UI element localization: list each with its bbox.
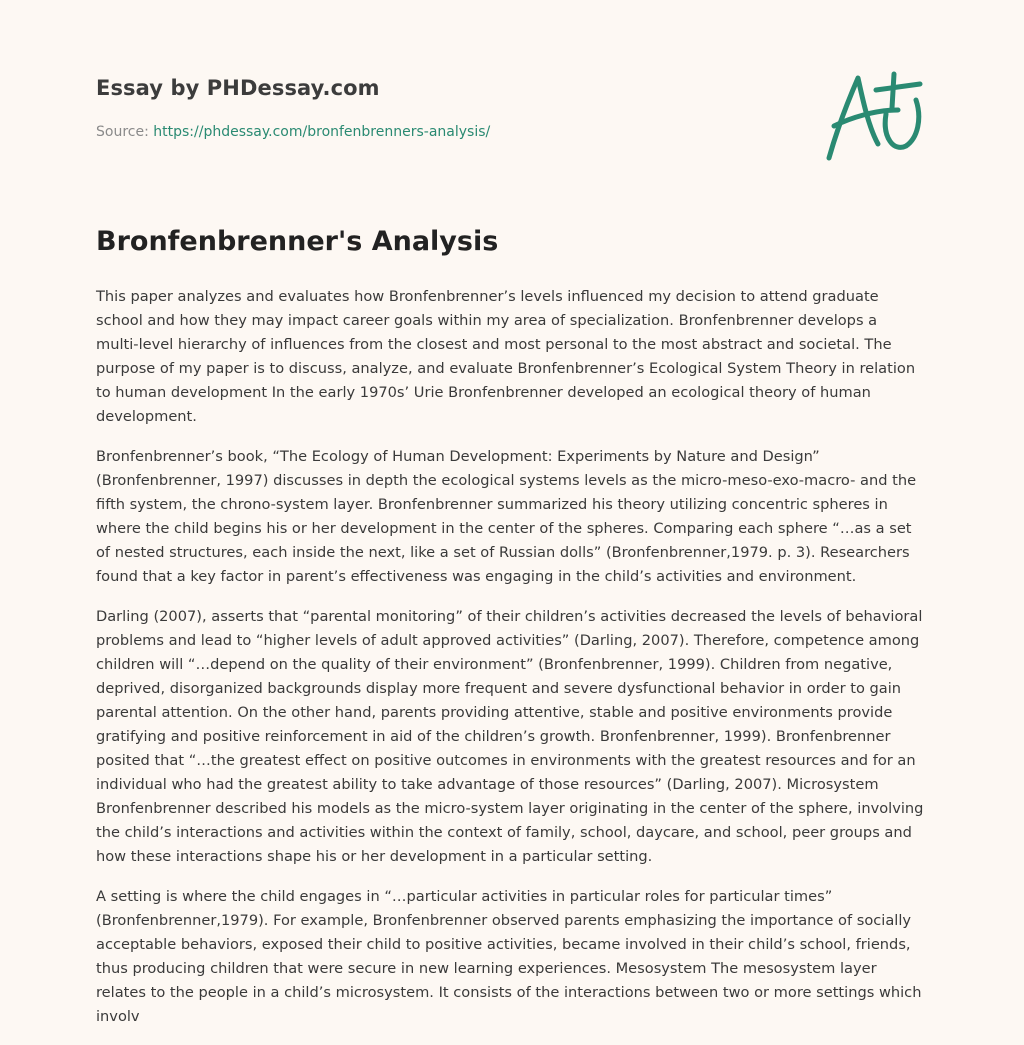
source-link[interactable]: https://phdessay.com/bronfenbrenners-analysis/ <box>153 124 491 140</box>
paragraph: A setting is where the child engages in “…particular activities in particular roles for particular times” (Bronfenbrenner,1979). For example, Bronfenbrenner observed parents emphasizing the importance of socially acceptable behaviors, exposed their child to positive activities, became involved in their child’s school, friends, thus producing children that were secure in new learning experiences. Mesosystem The mesosystem layer relates to the people in a child’s microsystem. It consists of the interactions between two or more settings which involv <box>96 888 922 1025</box>
site-title: Essay by PHDessay.com <box>96 76 380 100</box>
paragraph: This paper analyzes and evaluates how Bronfenbrenner’s levels influenced my decision to attend graduate school and how they may impact career goals within my area of specialization. Bronfenbrenner develops a multi-level hierarchy of influences from the closest and most personal to the most abstract and societal. The purpose of my paper is to discuss, analyze, and evaluate Bronfenbrenner’s Ecological System Theory in relation to human development In the early 1970s’ Urie Bronfenbrenner developed an ecological theory of human development. <box>96 288 916 425</box>
essay-title: Bronfenbrenner's Analysis <box>96 226 499 257</box>
source-label: Source: <box>96 124 154 140</box>
a-plus-grade-icon <box>820 66 930 166</box>
source-line <box>96 124 490 140</box>
paragraph: Darling (2007), asserts that “parental monitoring” of their children’s activities decreased the levels of behavioral problems and lead to “higher levels of adult approved activities” (Darling, 2007). Therefore, competence among children will “…depend on the quality of their environment” (Bronfenbrenner, 1999). Children from negative, deprived, disorganized backgrounds display more frequent and severe dysfunctional behavior in order to gain parental attention. On the other hand, parents providing attentive, stable and positive environments provide gratifying and positive reinforcement in aid of the children’s growth. Bronfenbrenner, 1999). Bronfenbrenner posited that “…the greatest effect on positive outcomes in environments with the greatest resources and for an individual who had the greatest ability to take advantage of those resources” (Darling, 2007). Microsystem Bronfenbrenner described his models as the micro-system layer originating in the center of the sphere, involving the child’s interactions and activities within the context of family, school, daycare, and school, peer groups and how these interactions shape his or her development in a particular setting. <box>96 608 924 865</box>
paragraph: Bronfenbrenner’s book, “The Ecology of Human Development: Experiments by Nature and Design” (Bronfenbrenner, 1997) discusses in depth the ecological systems levels as the micro-meso-exo-macro- and the fifth system, the chrono-system layer. Bronfenbrenner summarized his theory utilizing concentric spheres in where the child begins his or her development in the center of the spheres. Comparing each sphere “…as a set of nested structures, each inside the next, like a set of Russian dolls” (Bronfenbrenner,1979. p. 3). Researchers found that a key factor in parent’s effectiveness was engaging in the child’s activities and environment. <box>96 448 917 585</box>
essay-body <box>96 285 924 1045</box>
